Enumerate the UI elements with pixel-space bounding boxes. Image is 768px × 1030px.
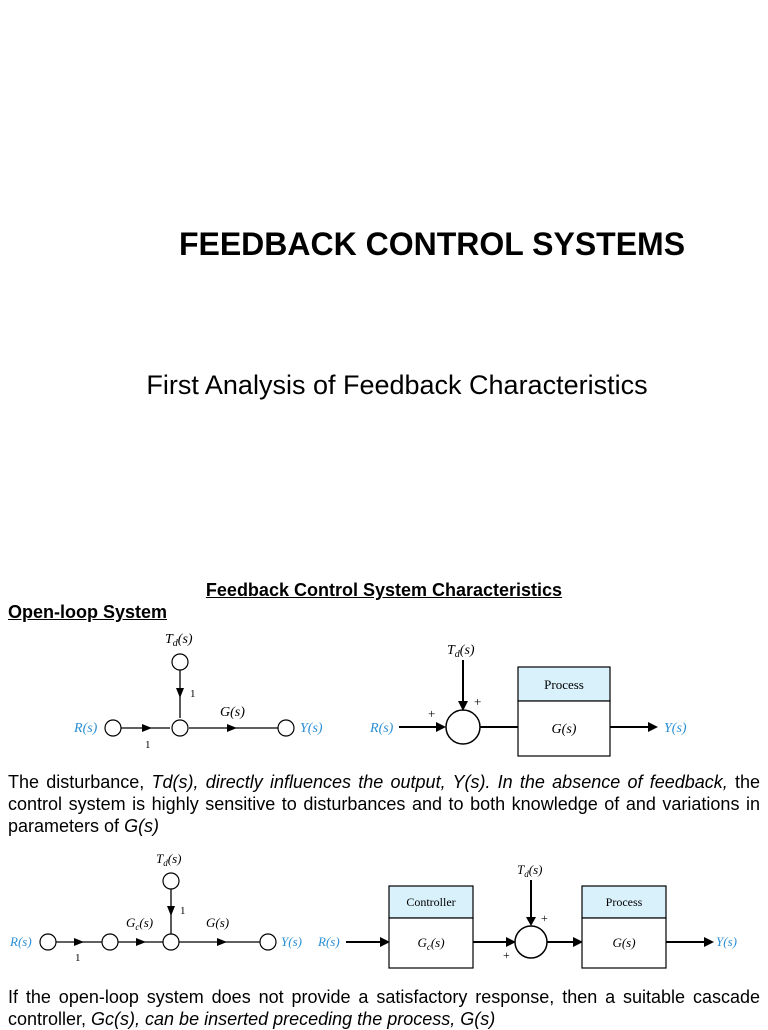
td-label: $T_d(s)$ — [517, 862, 543, 879]
page-title: FEEDBACK CONTROL SYSTEMS — [178, 226, 686, 262]
process-label: Process — [605, 895, 643, 909]
y-label: Y(s) — [716, 934, 737, 949]
y-label: Y(s) — [664, 721, 687, 736]
g-label: G(s) — [220, 705, 245, 720]
td-label: $T_d(s)$ — [165, 632, 193, 649]
process-label: Process — [544, 677, 584, 692]
gc-label: $G_c(s)$ — [126, 915, 154, 932]
y-label: Y(s) — [281, 934, 302, 949]
paragraph-disturbance: The disturbance, Td(s), directly influences the output, Y(s). In the absence of feedback, the control system is highly sensitive to disturbances and to both knowledge of and variations in parameters of G(s) — [8, 772, 760, 836]
plus-sign: + — [474, 694, 482, 709]
arrowhead — [526, 917, 536, 926]
r-label: R(s) — [370, 721, 394, 736]
r-label: R(s) — [318, 934, 340, 949]
g-label: G(s) — [612, 935, 636, 950]
summing-junction — [515, 926, 547, 958]
g-label: G(s) — [551, 722, 577, 737]
td-label: $T_d(s)$ — [447, 643, 475, 660]
open-loop-heading: Open-loop System — [8, 602, 168, 622]
gc-label: $G_c(s)$ — [417, 935, 445, 952]
plus-sign: + — [428, 706, 436, 721]
td-label: $T_d(s)$ — [156, 851, 182, 868]
y-label: Y(s) — [300, 721, 323, 736]
section-heading: Feedback Control System Characteristics — [205, 580, 563, 600]
gain-r: 1 — [75, 952, 81, 964]
gain-td: 1 — [190, 688, 196, 700]
page-subtitle: First Analysis of Feedback Characteristics — [146, 370, 648, 400]
r-label: R(s) — [74, 721, 98, 736]
plus-sign: + — [541, 911, 548, 925]
gain-td: 1 — [180, 905, 186, 917]
r-label: R(s) — [10, 934, 32, 949]
gain-r: 1 — [145, 739, 151, 751]
controller-label: Controller — [406, 895, 456, 909]
paragraph-controller: If the open-loop system does not provide a satisfactory response, then a suitable cascade controller, Gc(s), can be inserted preceding the process, G(s) — [8, 987, 760, 1029]
g-label: G(s) — [206, 915, 230, 930]
arrowhead — [704, 937, 714, 947]
plus-sign: + — [503, 948, 510, 962]
